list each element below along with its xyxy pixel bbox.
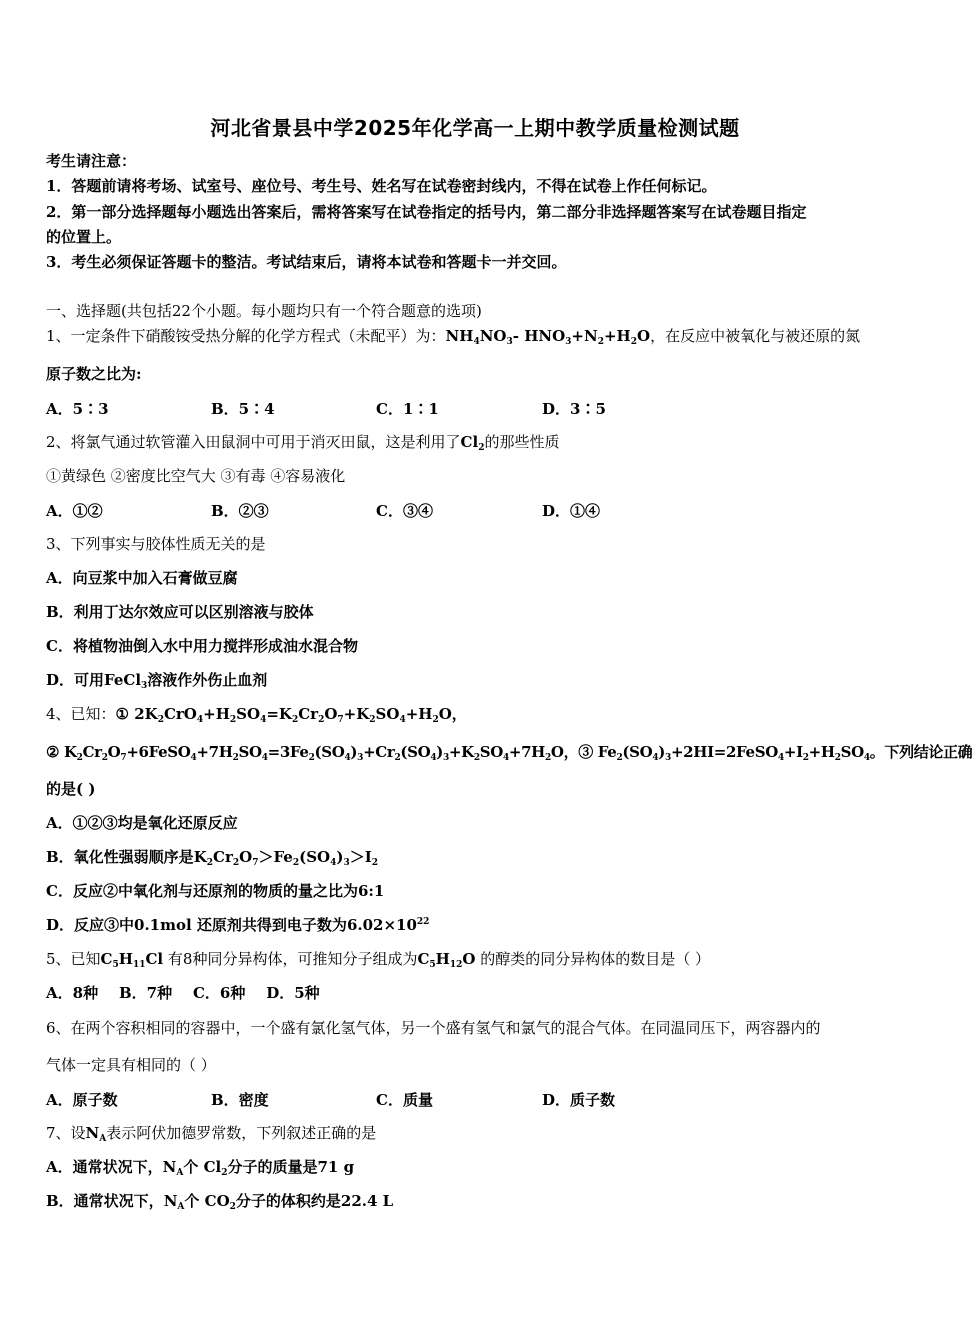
notice-item-2: 2．第一部分选择题每小题选出答案后，需将答案写在试卷指定的括号内，第二部分非选择题答案写在试卷题目指定	[46, 203, 807, 221]
question-1	[46, 326, 908, 346]
q1-equation: $NH_4NO_3-$ $HNO_3+N_2+H_2O$	[445, 327, 651, 347]
q2-formula: $Cl_2$	[460, 433, 485, 453]
q4-option-b: B．氧化性强弱顺序是$K_2Cr_2O_7>Fe_2(SO_4)_3>I_2$	[46, 848, 379, 868]
q4-option-b-text: B．氧化性强弱顺序是	[46, 848, 194, 866]
q1-text-b: ，在反应中被氧化与被还原的氮	[650, 327, 861, 345]
q2-text-a: 2、将氯气通过软管灌入田鼠洞中可用于消灭田鼠，这是利用了	[46, 433, 461, 451]
q6-option-d: D．质子数	[542, 1091, 616, 1109]
q1-option-b: B．5∶4	[211, 400, 275, 418]
q3-option-d: D．可用FeCl$_3$溶液作外伤止血剂	[46, 671, 268, 691]
q1-option-a: A．5∶3	[46, 400, 109, 418]
q7-option-a: A．通常状况下，$N_A$个 $Cl_2$分子的质量是71 g	[46, 1158, 355, 1178]
q7-option-a-text-3: 分子的质量是71 g	[227, 1158, 355, 1176]
q3-option-a: A．向豆浆中加入石膏做豆腐	[46, 569, 238, 587]
q7-option-b-text-3: 分子的体积约是22.4 L	[235, 1192, 394, 1210]
q3-option-d-a: D．可用	[46, 671, 105, 689]
q6-option-b: B．密度	[211, 1091, 269, 1109]
q3-option-c: C．将植物油倒入水中用力搅拌形成油水混合物	[46, 637, 358, 655]
notice-item-1: 1．答题前请将考场、试室号、座位号、考生号、姓名写在试卷密封线内，不得在试卷上作任何标记。	[46, 177, 717, 195]
q5-text-b: 有8种同分异构体，可推知分子组成为	[167, 950, 418, 968]
q5-options: A．8种 B．7种 C．6种 D．5种	[46, 984, 320, 1002]
notice-item-2-cont: 的位置上。	[46, 228, 122, 246]
question-5: 5、已知$C_5H_{11}Cl$ 有8种同分异构体，可推知分子组成为$C_5H_{12}O$ 的醇类的同分异构体的数目是（ ）	[46, 950, 711, 970]
q4-text-a: 4、已知：	[46, 705, 116, 723]
q1-text-a: 1、一定条件下硝酸铵受热分解的化学方程式（未配平）为：	[46, 327, 446, 345]
q6-option-c: C．质量	[376, 1091, 433, 1109]
q2-option-d: D．①④	[542, 502, 601, 520]
q7-option-b-text-2: 个	[184, 1192, 200, 1210]
q4-option-d-b: 还原剂共得到电子数为	[196, 916, 347, 934]
q5-text-c: 的醇类的同分异构体的数目是（ ）	[480, 950, 711, 968]
notice-item-3: 3．考生必须保证答题卡的整洁。考试结束后，请将本试卷和答题卡一并交回。	[46, 253, 567, 271]
question-2	[46, 432, 908, 452]
q4-option-c: C．反应②中氧化剂与还原剂的物质的量之比为6:1	[46, 882, 385, 900]
notice-heading: 考生请注意：	[46, 152, 137, 170]
q6-option-a: A．原子数	[46, 1091, 118, 1109]
q2-option-b: B．②③	[211, 502, 269, 520]
section-heading: 一、选择题(共包括22个小题。每小题均只有一个符合题意的选项)	[46, 302, 482, 320]
q4-option-d-a: D．反应③中	[46, 916, 135, 934]
q4-option-d: D．反应③中0.1mol 还原剂共得到电子数为$6.02\times 10^{22}$	[46, 916, 430, 934]
q4-equation-1: ① $2K_2CrO_4+H_2SO_4=K_2Cr_2O_7+K_2SO_4+H_2O$，	[115, 705, 467, 725]
q1-text-c: 原子数之比为:	[46, 365, 142, 383]
question-3: 3、下列事实与胶体性质无关的是	[46, 535, 266, 553]
q2-option-a: A．①②	[46, 502, 103, 520]
q2-option-c: C．③④	[376, 502, 433, 520]
q5-text-a: 5、已知	[46, 950, 101, 968]
q4-option-a: A．①②③均是氧化还原反应	[46, 814, 238, 832]
question-4	[46, 704, 908, 724]
q4-text-b: 。下列结论正确	[869, 743, 972, 761]
page-title: 河北省景县中学2025年化学高一上期中教学质量检测试题	[210, 116, 740, 140]
q7-option-b: B．通常状况下，$N_A$个 $CO_2$分子的体积约是22.4 L	[46, 1192, 394, 1212]
q7-text-a: 7、设	[46, 1124, 86, 1142]
q1-option-d: D．3∶5	[542, 400, 606, 418]
q4-equations-2-3: ② $K_2Cr_2O_7+6FeSO_4+7H_2SO_4=3Fe_2(SO_4)_3+Cr_2(SO_4)_3+K_2SO_4+7H_2O$，③ $Fe_2(SO_4)_3+2HI=2FeSO_4+I_2+H_2SO_4$。下列结论正确	[46, 743, 972, 763]
q1-option-c: C．1∶1	[376, 400, 439, 418]
q6-text-b: 气体一定具有相同的（ ）	[46, 1056, 216, 1074]
q7-option-a-text-1: A．通常状况下，	[46, 1158, 163, 1176]
q7-option-a-text-2: 个	[183, 1158, 199, 1176]
q3-option-b: B．利用丁达尔效应可以区别溶液与胶体	[46, 603, 314, 621]
q4-text-c: 的是( )	[46, 780, 96, 798]
question-7: 7、设$N_A$表示阿伏加德罗常数，下列叙述正确的是	[46, 1124, 377, 1144]
q7-text-b: 表示阿伏加德罗常数，下列叙述正确的是	[106, 1124, 377, 1142]
q2-text-b: 的那些性质	[484, 433, 560, 451]
question-6: 6、在两个容积相同的容器中，一个盛有氯化氢气体，另一个盛有氢气和氯气的混合气体。在同温同压下，两容器内的	[46, 1019, 821, 1037]
q3-option-d-b: 溶液作外伤止血剂	[147, 671, 268, 689]
q7-option-b-text-1: B．通常状况下，	[46, 1192, 164, 1210]
q2-properties: ①黄绿色 ②密度比空气大 ③有毒 ④容易液化	[46, 467, 346, 485]
